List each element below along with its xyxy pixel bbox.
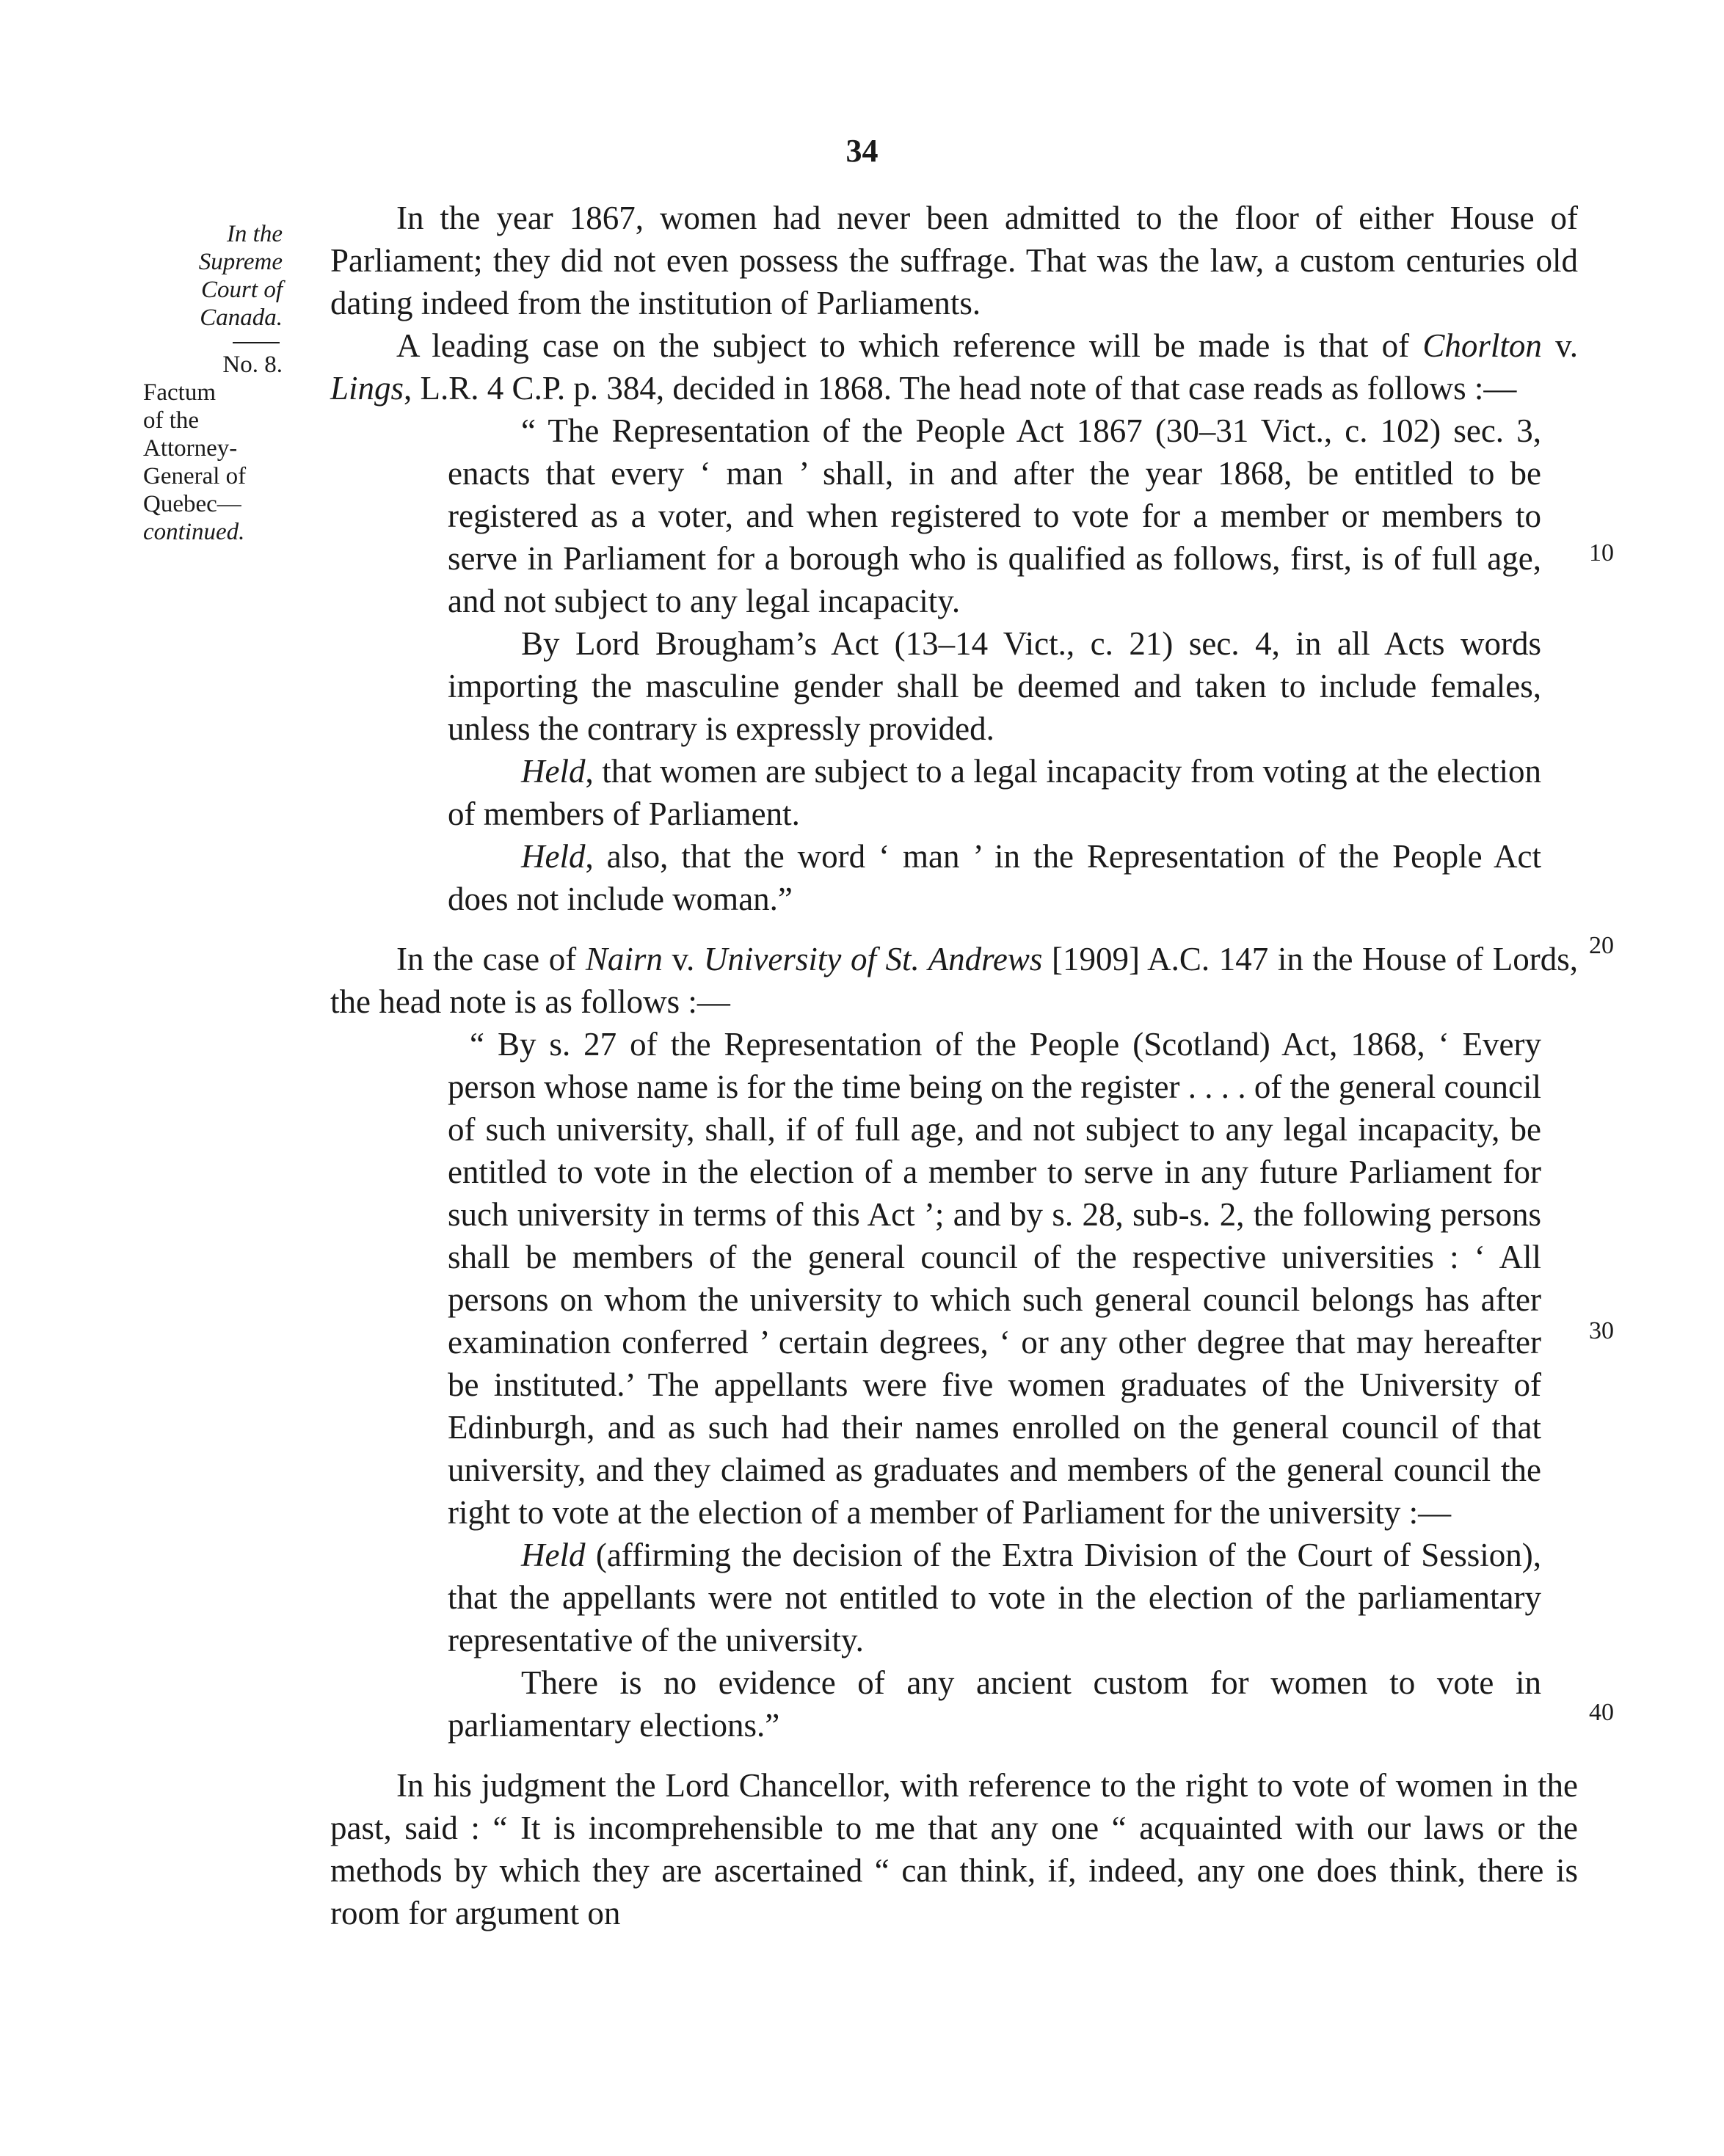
sidenote-line: General of <box>143 463 247 489</box>
sidenote-line: Court of <box>201 277 283 303</box>
text-run: v. <box>1541 327 1579 364</box>
paragraph <box>330 324 1578 409</box>
text-run: , L.R. 4 C.P. p. 384, decided in 1868. The head note of that case reads as follows :— <box>404 370 1517 407</box>
sidenote-line: Canada. <box>200 305 283 331</box>
quotation-block <box>448 1023 1541 1747</box>
quote-paragraph: “ By s. 27 of the Representation of the People (Scotland) Act, 1868, ‘ Every person whose name is for the time being on the register . . . . of the general council of such university, shall, if of full age, and not subject to any legal incapacity, be entitled to vote in the election of a member to serve in any future Parliament for such university in terms of this Act ’; and by s. 28, sub-s. 2, the following persons shall be members of the general council of the respective universities : ‘ All persons on whom the university to which such general council belongs has after examination conferred ’ certain degrees, ‘ or any other degree that may hereafter be instituted.’ The appellants were five women graduates of the University of Edinburgh, and as such had their names enrolled on the general council of that university, and they claimed as graduates and members of the general council the right to vote at the election of a member of Parliament for the university :— <box>448 1026 1541 1531</box>
line-number: 10 <box>1589 539 1614 567</box>
held-label: Held <box>521 838 586 875</box>
sidenote-divider <box>233 342 280 343</box>
text-run: A leading case on the subject to which reference will be made is that of <box>396 327 1423 364</box>
case-name: University of St. Andrews <box>703 941 1043 977</box>
paragraph: In the year 1867, women had never been admitted to the floor of either House of Parliament; they did not even possess the suffrage. That was the law, a custom centuries old dating indeed from the institution of Parliaments. <box>330 200 1578 321</box>
held-label: Held <box>521 1537 586 1573</box>
case-name: Lings <box>330 370 404 407</box>
sidenote-document <box>143 379 297 546</box>
paragraph <box>330 938 1578 1023</box>
text-run: (affirming the decision of the Extra Division of the Court of Session), that the appellants were not entitled to vote in the election of the parliamentary representative of the university. <box>448 1537 1541 1658</box>
page-number: 34 <box>845 133 879 169</box>
sidenote-line: Attorney- <box>143 435 238 462</box>
quote-paragraph <box>448 835 1541 920</box>
text-run: In the case of <box>396 941 586 977</box>
quote-paragraph <box>448 1534 1541 1661</box>
quote-paragraph <box>448 750 1541 835</box>
body-text <box>330 197 1578 1934</box>
case-name: Nairn <box>585 941 663 977</box>
sidenote-continued: continued. <box>143 519 245 545</box>
quote-paragraph: There is no evidence of any ancient custom for women to vote in parliamentary elections.” <box>448 1664 1541 1744</box>
held-label: Held <box>521 753 586 790</box>
text-run: v. <box>662 941 704 977</box>
paragraph: In his judgment the Lord Chancellor, with reference to the right to vote of women in the past, said : “ It is incomprehensible to me that any one “ acquainted with our laws or the methods by which they are ascertained “ can think, if, indeed, any one does think, there is room for argument on <box>330 1767 1578 1931</box>
line-number: 40 <box>1589 1699 1614 1726</box>
quotation-block <box>448 409 1541 920</box>
sidenote-line: Factum <box>143 379 216 406</box>
text-run: [1909] A.C. 147 in the House of Lords, the head note is as follows :— <box>330 941 1578 1020</box>
case-name: Chorlton <box>1422 327 1542 364</box>
sidenote-number: No. 8. <box>222 352 283 378</box>
sidenote-court <box>143 220 297 332</box>
sidenote-line: Quebec— <box>143 491 241 517</box>
quote-paragraph: By Lord Brougham’s Act (13–14 Vict., c. 21) sec. 4, in all Acts words importing the masculine gender shall be deemed and taken to include females, unless the contrary is expressly provided. <box>448 625 1541 747</box>
quote-paragraph: “ The Representation of the People Act 1867 (30–31 Vict., c. 102) sec. 3, enacts that every ‘ man ’ shall, in and after the year 1868, be entitled to be registered as a voter, and when registered to vote for a member or members to serve in Parliament for a borough who is qualified as follows, first, is of full age, and not subject to any legal incapacity. <box>448 412 1541 619</box>
text-run: , also, that the word ‘ man ’ in the Representation of the People Act does not include woman.” <box>448 838 1541 917</box>
line-number: 30 <box>1589 1317 1614 1344</box>
sidenote-line: Supreme <box>198 249 283 275</box>
line-number: 20 <box>1589 932 1614 959</box>
text-run: , that women are subject to a legal incapacity from voting at the election of members of Parliament. <box>448 753 1541 832</box>
sidenote-line: of the <box>143 407 200 434</box>
margin-sidenote <box>143 220 297 546</box>
sidenote-line: In the <box>226 221 283 247</box>
